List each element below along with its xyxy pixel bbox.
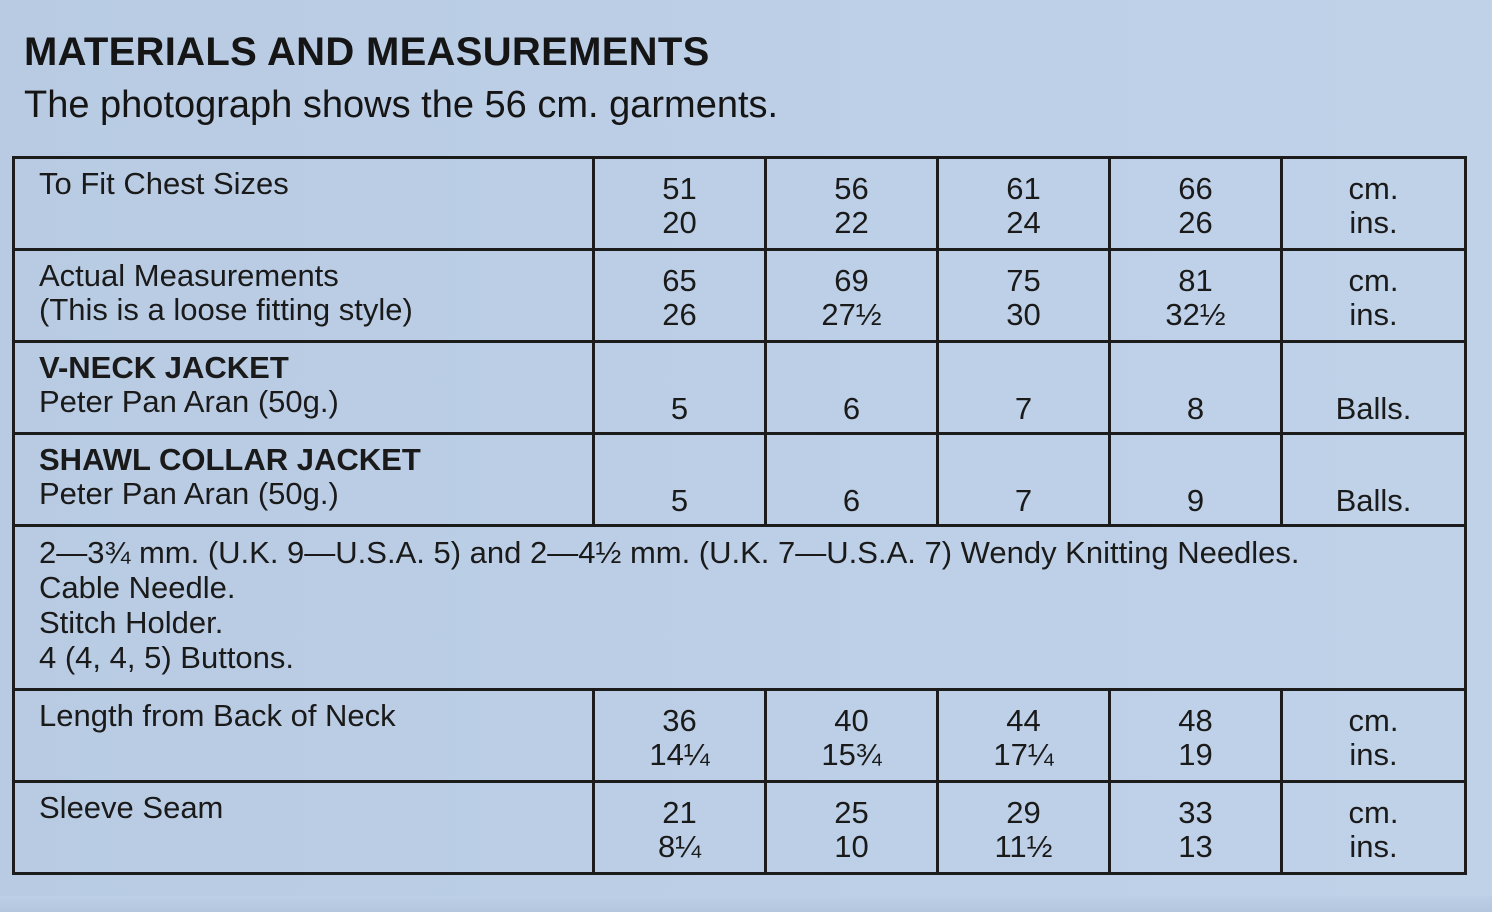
- stitch-holder-line: Stitch Holder.: [39, 605, 224, 640]
- size-cell: [766, 782, 938, 874]
- size-cell: [938, 782, 1110, 874]
- value-cm: 29: [1006, 795, 1041, 830]
- row-label-note: (This is a loose fitting style): [39, 292, 413, 327]
- value-ins: 26: [662, 297, 697, 332]
- needles-line: 2—3¾ mm. (U.K. 9—U.S.A. 5) and 2—4½ mm. (U.K. 7—U.S.A. 7) Wendy Knitting Needles.: [39, 535, 1300, 570]
- ball-count: 5: [670, 391, 689, 426]
- buttons-line: 4 (4, 4, 5) Buttons.: [39, 640, 295, 675]
- value-cm: 36: [662, 703, 697, 738]
- row-label-text: Sleeve Seam: [39, 790, 224, 825]
- value-cm: 51: [662, 171, 697, 206]
- value-ins: 13: [1178, 829, 1213, 864]
- value-ins: 30: [1006, 297, 1041, 332]
- balls-cell: [766, 434, 938, 526]
- unit-cm: cm.: [1348, 703, 1399, 738]
- unit-ins: ins.: [1349, 829, 1398, 864]
- unit-balls: Balls.: [1335, 391, 1412, 426]
- row-label: [14, 250, 594, 342]
- balls-cell: [938, 434, 1110, 526]
- value-cm: 25: [834, 795, 869, 830]
- table-row-actual-measurements: [14, 250, 1466, 342]
- row-label: [14, 782, 594, 874]
- value-ins: 22: [834, 205, 869, 240]
- value-cm: 65: [662, 263, 697, 298]
- cable-needle-line: Cable Needle.: [39, 570, 236, 605]
- unit-cell: [1282, 158, 1466, 250]
- value-cm: 33: [1178, 795, 1213, 830]
- unit-cell: [1282, 690, 1466, 782]
- unit-cell: [1282, 250, 1466, 342]
- value-ins: 32½: [1165, 297, 1226, 332]
- size-cell: [594, 158, 766, 250]
- size-cell: [1110, 250, 1282, 342]
- value-ins: 14¼: [649, 737, 710, 772]
- value-cm: 81: [1178, 263, 1213, 298]
- value-cm: 66: [1178, 171, 1213, 206]
- row-label: [14, 342, 594, 434]
- value-ins: 8¼: [657, 829, 702, 864]
- value-ins: 24: [1006, 205, 1041, 240]
- balls-cell: [938, 342, 1110, 434]
- materials-table: [12, 156, 1467, 875]
- size-cell: [1110, 158, 1282, 250]
- row-label-text: Length from Back of Neck: [39, 698, 396, 733]
- value-ins: 10: [834, 829, 869, 864]
- unit-cell: [1282, 782, 1466, 874]
- balls-cell: [1110, 434, 1282, 526]
- size-cell: [938, 690, 1110, 782]
- unit-balls: Balls.: [1335, 483, 1412, 518]
- row-label-text: Actual Measurements: [39, 258, 339, 293]
- row-label: [14, 158, 594, 250]
- ball-count: 9: [1186, 483, 1205, 518]
- value-cm: 21: [662, 795, 697, 830]
- balls-cell: [594, 434, 766, 526]
- value-cm: 56: [834, 171, 869, 206]
- ball-count: 7: [1014, 391, 1033, 426]
- size-cell: [1110, 690, 1282, 782]
- value-cm: 40: [834, 703, 869, 738]
- unit-ins: ins.: [1349, 737, 1398, 772]
- table-row-length: [14, 690, 1466, 782]
- table-row-v-neck-jacket: [14, 342, 1466, 434]
- value-ins: 15¾: [821, 737, 882, 772]
- table-row-chest-sizes: [14, 158, 1466, 250]
- value-cm: 48: [1178, 703, 1213, 738]
- balls-cell: [766, 342, 938, 434]
- size-cell: [594, 250, 766, 342]
- ball-count: 8: [1186, 391, 1205, 426]
- unit-cm: cm.: [1348, 263, 1399, 298]
- garment-title: SHAWL COLLAR JACKET: [39, 442, 421, 477]
- needles-cell: [14, 526, 1466, 690]
- section-heading: MATERIALS AND MEASUREMENTS: [24, 30, 710, 74]
- value-ins: 27½: [821, 297, 882, 332]
- unit-cell: [1282, 434, 1466, 526]
- value-ins: 26: [1178, 205, 1213, 240]
- table-row-sleeve-seam: [14, 782, 1466, 874]
- yarn-label: Peter Pan Aran (50g.): [39, 476, 339, 511]
- ball-count: 7: [1014, 483, 1033, 518]
- size-cell: [1110, 782, 1282, 874]
- unit-cell: [1282, 342, 1466, 434]
- ball-count: 5: [670, 483, 689, 518]
- value-ins: 19: [1178, 737, 1213, 772]
- size-cell: [766, 250, 938, 342]
- section-subheading: The photograph shows the 56 cm. garments.: [24, 84, 779, 126]
- unit-cm: cm.: [1348, 171, 1399, 206]
- balls-cell: [1110, 342, 1282, 434]
- row-label: [14, 434, 594, 526]
- yarn-label: Peter Pan Aran (50g.): [39, 384, 339, 419]
- ball-count: 6: [842, 483, 861, 518]
- balls-cell: [594, 342, 766, 434]
- unit-cm: cm.: [1348, 795, 1399, 830]
- value-cm: 61: [1006, 171, 1041, 206]
- table-row-needles: [14, 526, 1466, 690]
- row-label-text: To Fit Chest Sizes: [39, 166, 289, 201]
- unit-ins: ins.: [1349, 205, 1398, 240]
- unit-ins: ins.: [1349, 297, 1398, 332]
- table-row-shawl-collar-jacket: [14, 434, 1466, 526]
- ball-count: 6: [842, 391, 861, 426]
- garment-title: V-NECK JACKET: [39, 350, 289, 385]
- page-bottom-edge: [0, 896, 1492, 912]
- size-cell: [594, 782, 766, 874]
- value-cm: 44: [1006, 703, 1041, 738]
- value-cm: 69: [834, 263, 869, 298]
- value-ins: 11½: [994, 829, 1053, 864]
- size-cell: [938, 158, 1110, 250]
- size-cell: [938, 250, 1110, 342]
- size-cell: [766, 690, 938, 782]
- value-ins: 20: [662, 205, 697, 240]
- value-ins: 17¼: [993, 737, 1054, 772]
- value-cm: 75: [1006, 263, 1041, 298]
- row-label: [14, 690, 594, 782]
- size-cell: [594, 690, 766, 782]
- size-cell: [766, 158, 938, 250]
